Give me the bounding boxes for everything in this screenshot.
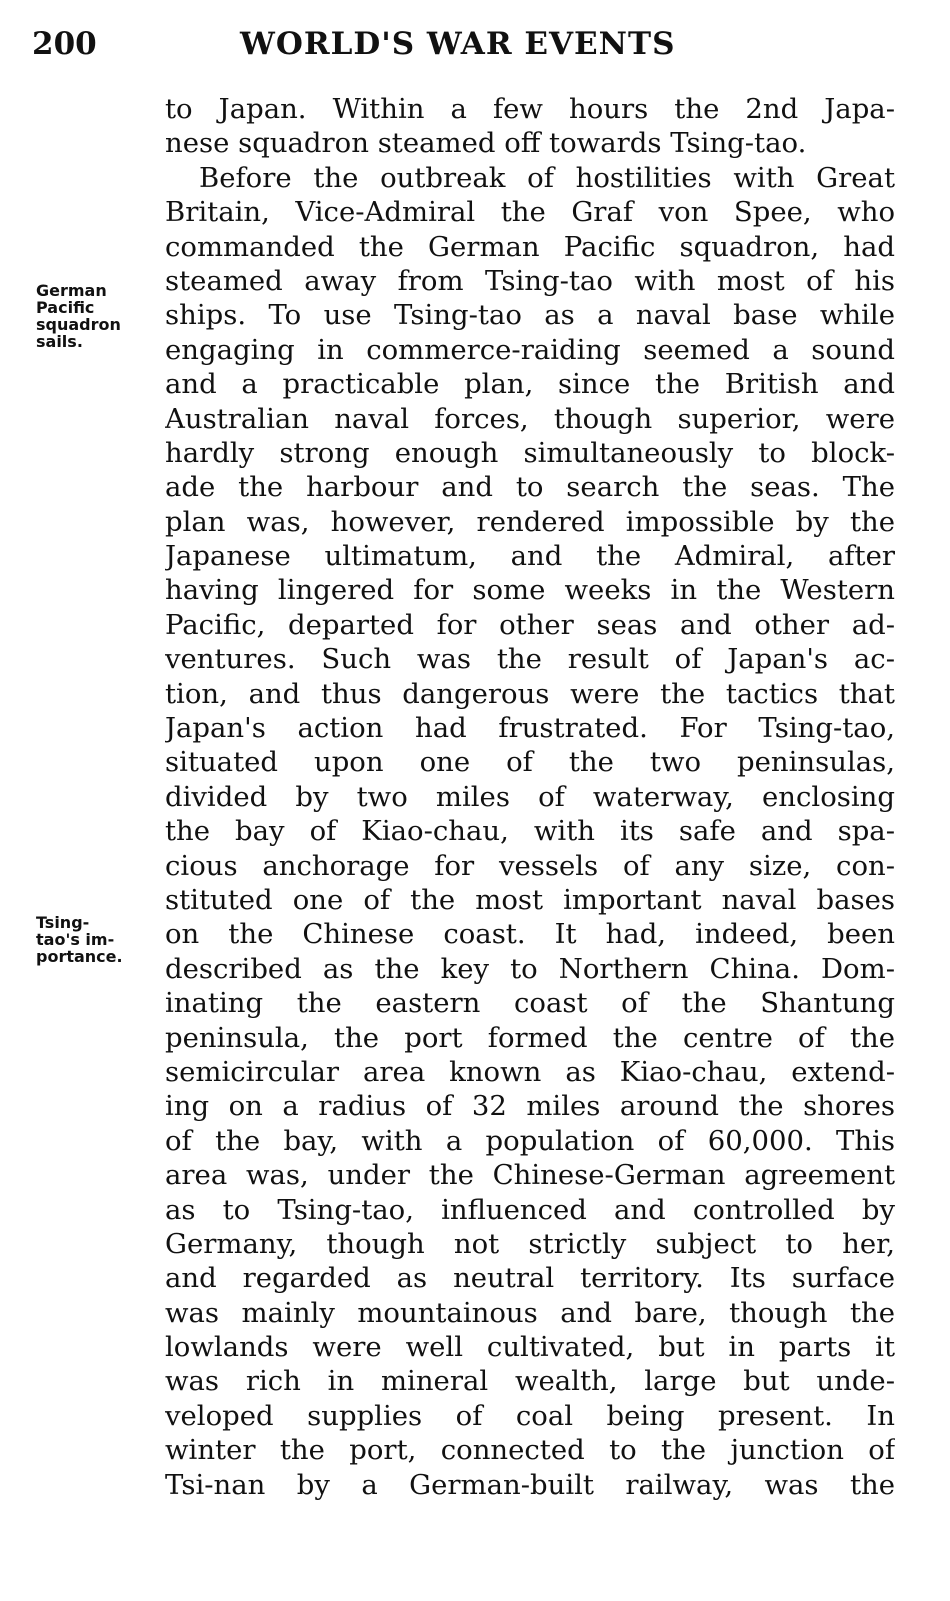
body-line: lowlands were well cultivated, but in parts it	[165, 1331, 895, 1364]
body-line: and a practicable plan, since the British and	[165, 368, 895, 401]
body-line: ventures. Such was the result of Japan's ac-	[165, 643, 895, 676]
body-line: nese squadron steamed off towards Tsing-tao.	[165, 127, 807, 160]
margin-note-line: tao's im-	[36, 930, 115, 949]
body-line: steamed away from Tsing-tao with most of his	[165, 264, 895, 297]
body-line: to Japan. Within a few hours the 2nd Japa-	[165, 93, 895, 125]
body-line: as to Tsing-tao, influenced and controlled by	[165, 1193, 895, 1226]
body-line: Before the outbreak of hostilities with Great	[199, 161, 895, 194]
body-line: inating the eastern coast of the Shantung	[165, 987, 895, 1020]
body-line: on the Chinese coast. It had, indeed, been	[165, 918, 895, 951]
margin-note-line: Pacific	[36, 298, 95, 317]
margin-note-tsingtao-importance	[36, 914, 123, 965]
margin-note-line: German	[36, 281, 107, 300]
body-line: having lingered for some weeks in the Western	[165, 574, 895, 607]
body-line: was rich in mineral wealth, large but unde-	[165, 1365, 895, 1398]
body-line: ships. To use Tsing-tao as a naval base while	[165, 299, 895, 332]
margin-note-line: sails.	[36, 332, 83, 351]
body-text	[165, 92, 895, 1502]
body-line: the bay of Kiao-chau, with its safe and spa-	[165, 815, 895, 848]
margin-note-german-pacific-squadron	[36, 282, 121, 350]
body-line: stituted one of the most important naval bases	[165, 883, 895, 916]
body-line: commanded the German Pacific squadron, had	[165, 230, 895, 263]
body-line: Germany, though not strictly subject to her,	[165, 1227, 895, 1260]
body-line: ade the harbour and to search the seas. The	[165, 471, 895, 504]
body-line: plan was, however, rendered impossible by the	[165, 505, 895, 538]
body-line: engaging in commerce-raiding seemed a sound	[165, 333, 895, 366]
margin-note-line: portance.	[36, 947, 123, 966]
body-line: situated upon one of the two peninsulas,	[165, 746, 895, 779]
body-line: divided by two miles of waterway, enclosing	[165, 780, 895, 813]
body-line: ing on a radius of 32 miles around the shores	[165, 1090, 895, 1123]
body-line: winter the port, connected to the junction of	[165, 1434, 895, 1467]
body-line: veloped supplies of coal being present. In	[165, 1399, 895, 1432]
body-line: of the bay, with a population of 60,000. This	[165, 1124, 895, 1157]
body-line: hardly strong enough simultaneously to block-	[165, 436, 895, 469]
body-line: Japanese ultimatum, and the Admiral, after	[165, 540, 895, 573]
body-line: Australian naval forces, though superior, were	[165, 402, 895, 435]
body-line: described as the key to Northern China. Dom-	[165, 952, 895, 985]
body-line: cious anchorage for vessels of any size, con-	[165, 849, 895, 882]
margin-note-line: squadron	[36, 315, 121, 334]
body-line: semicircular area known as Kiao-chau, extend-	[165, 1055, 895, 1088]
body-line: tion, and thus dangerous were the tactics that	[165, 677, 895, 710]
body-line: peninsula, the port formed the centre of the	[165, 1021, 895, 1054]
running-title: WORLD'S WAR EVENTS	[240, 26, 676, 62]
page-header	[0, 26, 950, 70]
body-line: Britain, Vice-Admiral the Graf von Spee, who	[165, 196, 895, 229]
body-line: was mainly mountainous and bare, though the	[165, 1296, 895, 1329]
body-line: Japan's action had frustrated. For Tsing-tao,	[165, 712, 895, 745]
body-line: Pacific, departed for other seas and other ad-	[165, 608, 895, 641]
page-number: 200	[32, 26, 97, 62]
body-line: and regarded as neutral territory. Its surface	[165, 1262, 895, 1295]
margin-note-line: Tsing-	[36, 913, 90, 932]
body-line: area was, under the Chinese-German agreement	[165, 1159, 895, 1192]
body-line: Tsi-nan by a German-built railway, was the	[165, 1468, 895, 1501]
